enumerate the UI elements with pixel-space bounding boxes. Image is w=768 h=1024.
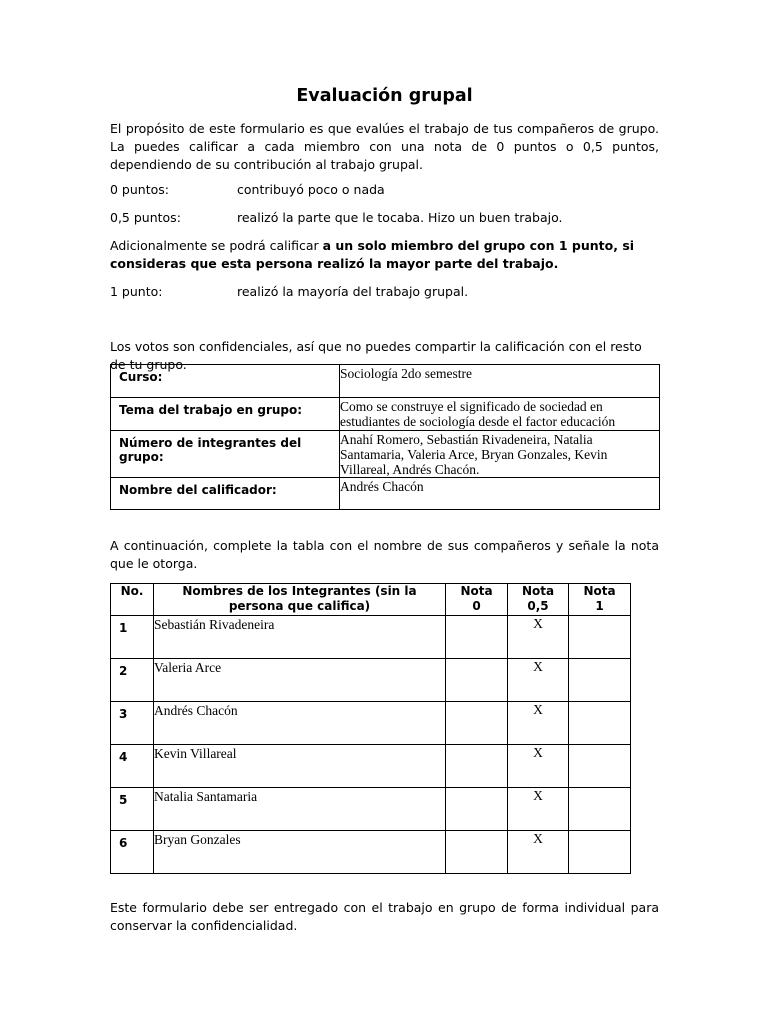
- header-nota-0: Nota 0: [446, 584, 508, 616]
- table-row: [111, 788, 631, 831]
- nota-05-cell[interactable]: X: [508, 788, 569, 831]
- nota-1-cell[interactable]: [569, 616, 631, 659]
- nota-05-cell[interactable]: X: [508, 831, 569, 874]
- table-row: [111, 616, 631, 659]
- nota-0-cell[interactable]: [446, 745, 508, 788]
- nota-1-cell[interactable]: [569, 702, 631, 745]
- additional-paragraph: [110, 237, 659, 273]
- row-number: 4: [111, 745, 154, 788]
- member-name: Valeria Arce: [154, 659, 446, 702]
- header-nota-1: Nota 1: [569, 584, 631, 616]
- member-name: Sebastián Rivadeneira: [154, 616, 446, 659]
- evaluation-table: [110, 583, 631, 874]
- nota-1-cell[interactable]: [569, 659, 631, 702]
- table-row: [111, 745, 631, 788]
- info-value: Anahí Romero, Sebastián Rivadeneira, Natalia Santamaria, Valeria Arce, Bryan Gonzales, Kevin Villareal, Andrés Chacón.: [340, 431, 660, 478]
- info-row: [111, 398, 660, 431]
- info-label: Nombre del calificador:: [111, 478, 340, 510]
- score-description: contribuyó poco o nada: [237, 182, 385, 197]
- evaluation-header-row: [111, 584, 631, 616]
- page-title: Evaluación grupal: [296, 86, 473, 106]
- nota-05-cell[interactable]: X: [508, 616, 569, 659]
- nota-1-cell[interactable]: [569, 745, 631, 788]
- table-row: [111, 659, 631, 702]
- info-label: Curso:: [111, 365, 340, 398]
- member-name: Andrés Chacón: [154, 702, 446, 745]
- nota-05-cell[interactable]: X: [508, 745, 569, 788]
- score-description: realizó la mayoría del trabajo grupal.: [237, 284, 469, 299]
- row-number: 3: [111, 702, 154, 745]
- confidential-note: Los votos son confidenciales, así que no puedes compartir la calificación con el resto de tu grupo.: [110, 339, 642, 372]
- footer-paragraph: Este formulario debe ser entregado con el trabajo en grupo de forma individual para conservar la confidencialidad.: [110, 900, 659, 933]
- score-description: realizó la parte que le tocaba. Hizo un buen trabajo.: [237, 210, 563, 225]
- row-number: 1: [111, 616, 154, 659]
- intro-paragraph: El propósito de este formulario es que evalúes el trabajo de tus compañeros de grupo. La puedes calificar a cada miembro con una nota de 0 puntos o 0,5 puntos, dependiendo de su contribución al trabajo grupal.: [110, 121, 659, 172]
- row-number: 2: [111, 659, 154, 702]
- additional-text: Adicionalmente se podrá calificar: [110, 238, 323, 253]
- info-value: Andrés Chacón: [340, 478, 660, 510]
- member-name: Kevin Villareal: [154, 745, 446, 788]
- row-number: 5: [111, 788, 154, 831]
- row-number: 6: [111, 831, 154, 874]
- header-names: Nombres de los Integrantes (sin la persona que califica): [154, 584, 446, 616]
- info-row: [111, 365, 660, 398]
- info-label: Tema del trabajo en grupo:: [111, 398, 340, 431]
- info-row: [111, 478, 660, 510]
- table-row: [111, 831, 631, 874]
- nota-0-cell[interactable]: [446, 788, 508, 831]
- nota-05-cell[interactable]: X: [508, 702, 569, 745]
- info-table: [110, 364, 660, 510]
- header-no: No.: [111, 584, 154, 616]
- instruction-paragraph: A continuación, complete la tabla con el nombre de sus compañeros y señale la nota que le otorga.: [110, 538, 659, 571]
- info-row: [111, 431, 660, 478]
- member-name: Natalia Santamaria: [154, 788, 446, 831]
- member-name: Bryan Gonzales: [154, 831, 446, 874]
- info-value: Como se construye el significado de sociedad en estudiantes de sociología desde el factor educación: [340, 398, 660, 431]
- info-value: Sociología 2do semestre: [340, 365, 660, 398]
- additional-bold-text: a un solo miembro del grupo con 1 punto, si consideras que esta persona realizó la mayor parte del trabajo.: [110, 238, 635, 271]
- nota-05-cell[interactable]: X: [508, 659, 569, 702]
- nota-0-cell[interactable]: [446, 831, 508, 874]
- score-label: 1 punto:: [110, 284, 163, 299]
- table-row: [111, 702, 631, 745]
- nota-0-cell[interactable]: [446, 659, 508, 702]
- nota-1-cell[interactable]: [569, 788, 631, 831]
- info-label: Número de integrantes del grupo:: [111, 431, 340, 478]
- nota-0-cell[interactable]: [446, 702, 508, 745]
- score-label: 0,5 puntos:: [110, 210, 181, 225]
- nota-0-cell[interactable]: [446, 616, 508, 659]
- nota-1-cell[interactable]: [569, 831, 631, 874]
- header-nota-05: Nota 0,5: [508, 584, 569, 616]
- score-label: 0 puntos:: [110, 182, 169, 197]
